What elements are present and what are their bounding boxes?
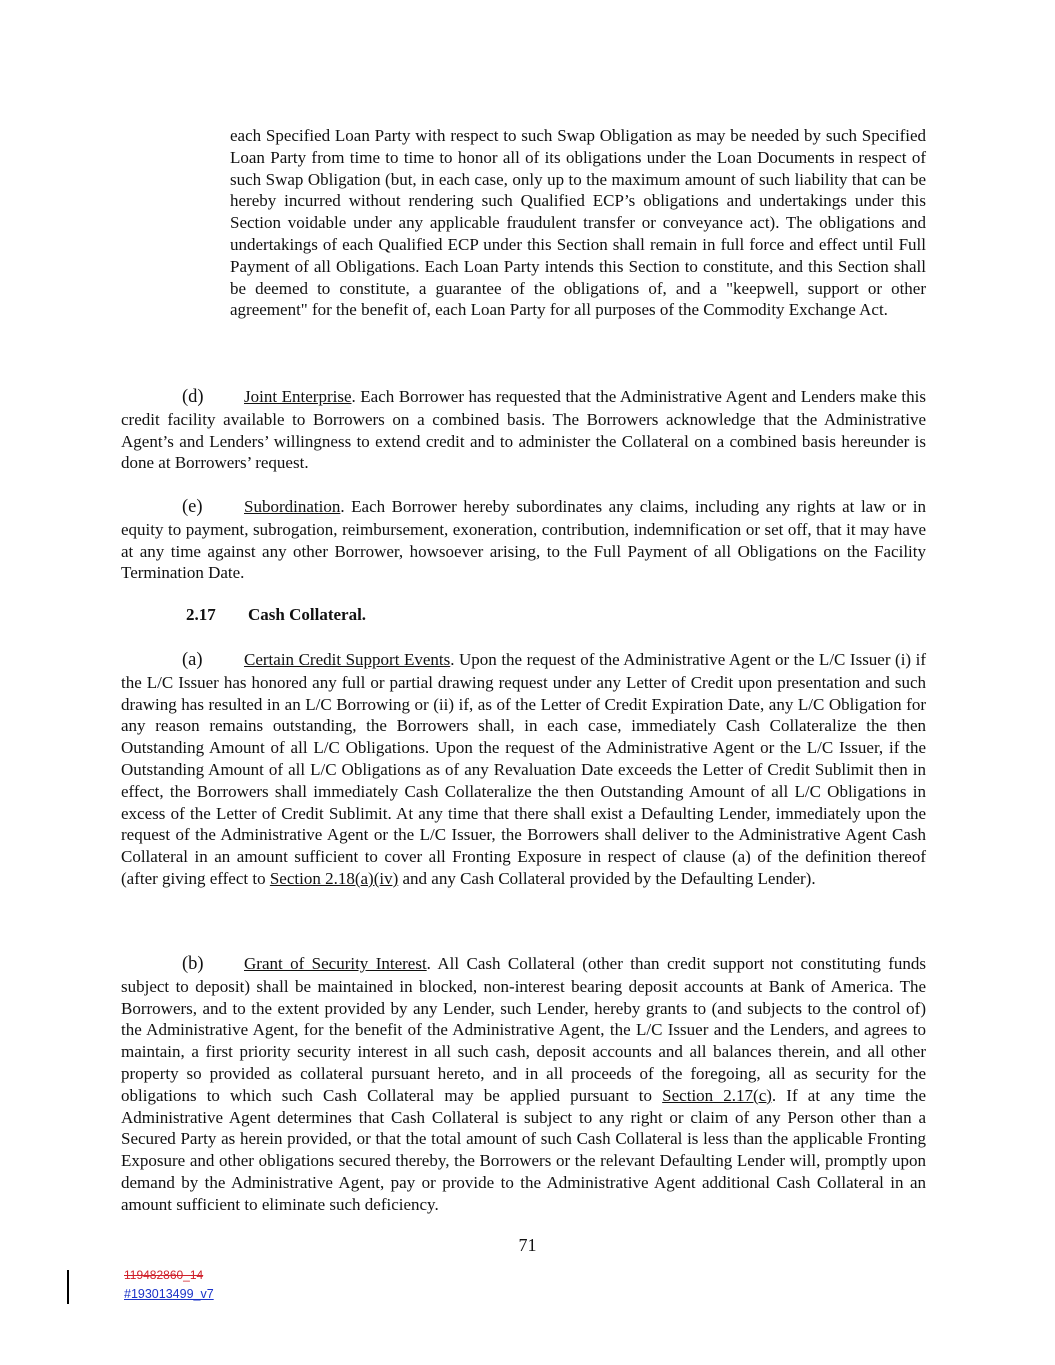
paragraph-b-text-after: . If at any time the Administrative Agent determines that Cash Collateral is subject to any right or claim of any Person other than a Secured Party as herein provided, or that the total amount of such Cash Collateral is less than the applicable Fronting Exposure and other obligations secured thereby, the Borrowers or the relevant Defaulting Lender will, promptly upon demand by the Administrative Agent, pay or provide to the Administrative Agent additional Cash Collateral in an amount sufficient to eliminate such deficiency. bbox=[121, 1085, 926, 1214]
change-bar bbox=[67, 1270, 69, 1304]
paragraph-a-text-after: and any Cash Collateral provided by the Defaulting Lender). bbox=[398, 868, 816, 888]
paragraph-e bbox=[121, 496, 926, 584]
paragraph-b-label: (b) bbox=[182, 954, 204, 974]
paragraph-a-text-before: . Upon the request of the Administrative Agent or the L/C Issuer (i) if the L/C Issuer has honored any full or partial drawing request under any Letter of Credit upon presentation and such drawing has resulted in an L/C Borrowing or (ii) if, as of the Letter of Credit Expiration Date, any L/C Obligation for any reason remains outstanding, the Borrowers shall, in each case, immediately Cash Collateralize the then Outstanding Amount of all L/C Obligations. Upon the request of the Administrative Agent or the L/C Issuer, if the Outstanding Amount of all L/C Obligations as of any Revaluation Date exceeds the Letter of Credit Sublimit then in effect, the Borrowers shall immediately Cash Collateralize the then Outstanding Amount of all L/C Obligations in excess of the Letter of Credit Sublimit. At any time that there shall exist a Defaulting Lender, immediately upon the request of the Administrative Agent or the L/C Issuer, the Borrowers shall deliver to the Administrative Agent Cash Collateral in an amount sufficient to cover all Fronting Exposure in respect of clause (a) of the definition thereof (after giving effect to bbox=[121, 650, 927, 888]
page-number: 71 bbox=[518, 1235, 537, 1255]
paragraph-e-label: (e) bbox=[182, 497, 203, 517]
section-title: Cash Collateral. bbox=[248, 605, 367, 624]
section-2-17c-reference-link[interactable]: Section 2.17(c) bbox=[662, 1085, 772, 1105]
section-heading bbox=[186, 604, 366, 626]
paragraph-d bbox=[121, 386, 926, 474]
paragraph-a-label: (a) bbox=[182, 650, 203, 670]
old-document-id: 119482860_14 bbox=[124, 1268, 204, 1282]
paragraph-b-text-before: . All Cash Collateral (other than credit support not constituting funds subject to deposit) shall be maintained in blocked, non-interest bearing deposit accounts at Bank of America. The Borrowers, and to the extent provided by any Lender, such Lender, hereby grants to (and subjects to the control of) the Administrative Agent, for the benefit of the Administrative Agent, the L/C Issuer and the Lenders, and agrees to maintain, a first priority security interest in all such cash, deposit accounts and all balances therein, and all other property so provided as collateral pursuant hereto, and in all proceeds of the foregoing, all as security for the obligations to which such Cash Collateral may be applied pursuant to bbox=[121, 954, 926, 1105]
paragraph-d-title: Joint Enterprise bbox=[244, 387, 352, 406]
paragraph-a bbox=[121, 649, 926, 890]
section-number: 2.17 bbox=[186, 605, 216, 624]
paragraph-e-text: . Each Borrower hereby subordinates any claims, including any rights at law or in equity to payment, subrogation, reimbursement, exoneration, contribution, indemnification or set off, that it may have at any time against any other Borrower, howsoever arising, to the Full Payment of all Obligations on the Facility Termination Date. bbox=[121, 497, 926, 583]
paragraph-b bbox=[121, 953, 926, 1216]
section-2-18-reference-link[interactable]: Section 2.18(a)(iv) bbox=[269, 868, 399, 888]
paragraph-a-title: Certain Credit Support Events bbox=[244, 650, 451, 669]
paragraph-d-label: (d) bbox=[182, 387, 204, 407]
paragraph-d-text: . Each Borrower has requested that the Administrative Agent and Lenders make this credit facility available to Borrowers on a combined basis. The Borrowers acknowledge that the Administrative Agent’s and Lenders’ willingness to extend credit and to administer the Collateral on a combined basis hereunder is done at Borrowers’ request. bbox=[121, 387, 926, 473]
new-document-id: #193013499_v7 bbox=[124, 1287, 214, 1301]
continuation-paragraph: each Specified Loan Party with respect to such Swap Obligation as may be needed by such Specified Loan Party from time to time to honor all of its obligations under the Loan Documents in respect of such Swap Obligation (but, in each case, only up to the maximum amount of such liability that can be hereby incurred without rendering such Qualified ECP’s obligations and undertakings under this Section voidable under any applicable fraudulent transfer or conveyance act). The obligations and undertakings of each Qualified ECP under this Section shall remain in full force and effect until Full Payment of all Obligations. Each Loan Party intends this Section to constitute, and this Section shall be deemed to constitute, a guarantee of the obligations of, and a "keepwell, support or other agreement" for the benefit of, each Loan Party for all purposes of the Commodity Exchange Act. bbox=[230, 126, 926, 320]
paragraph-b-title: Grant of Security Interest bbox=[244, 954, 427, 973]
paragraph-e-title: Subordination bbox=[244, 497, 341, 516]
